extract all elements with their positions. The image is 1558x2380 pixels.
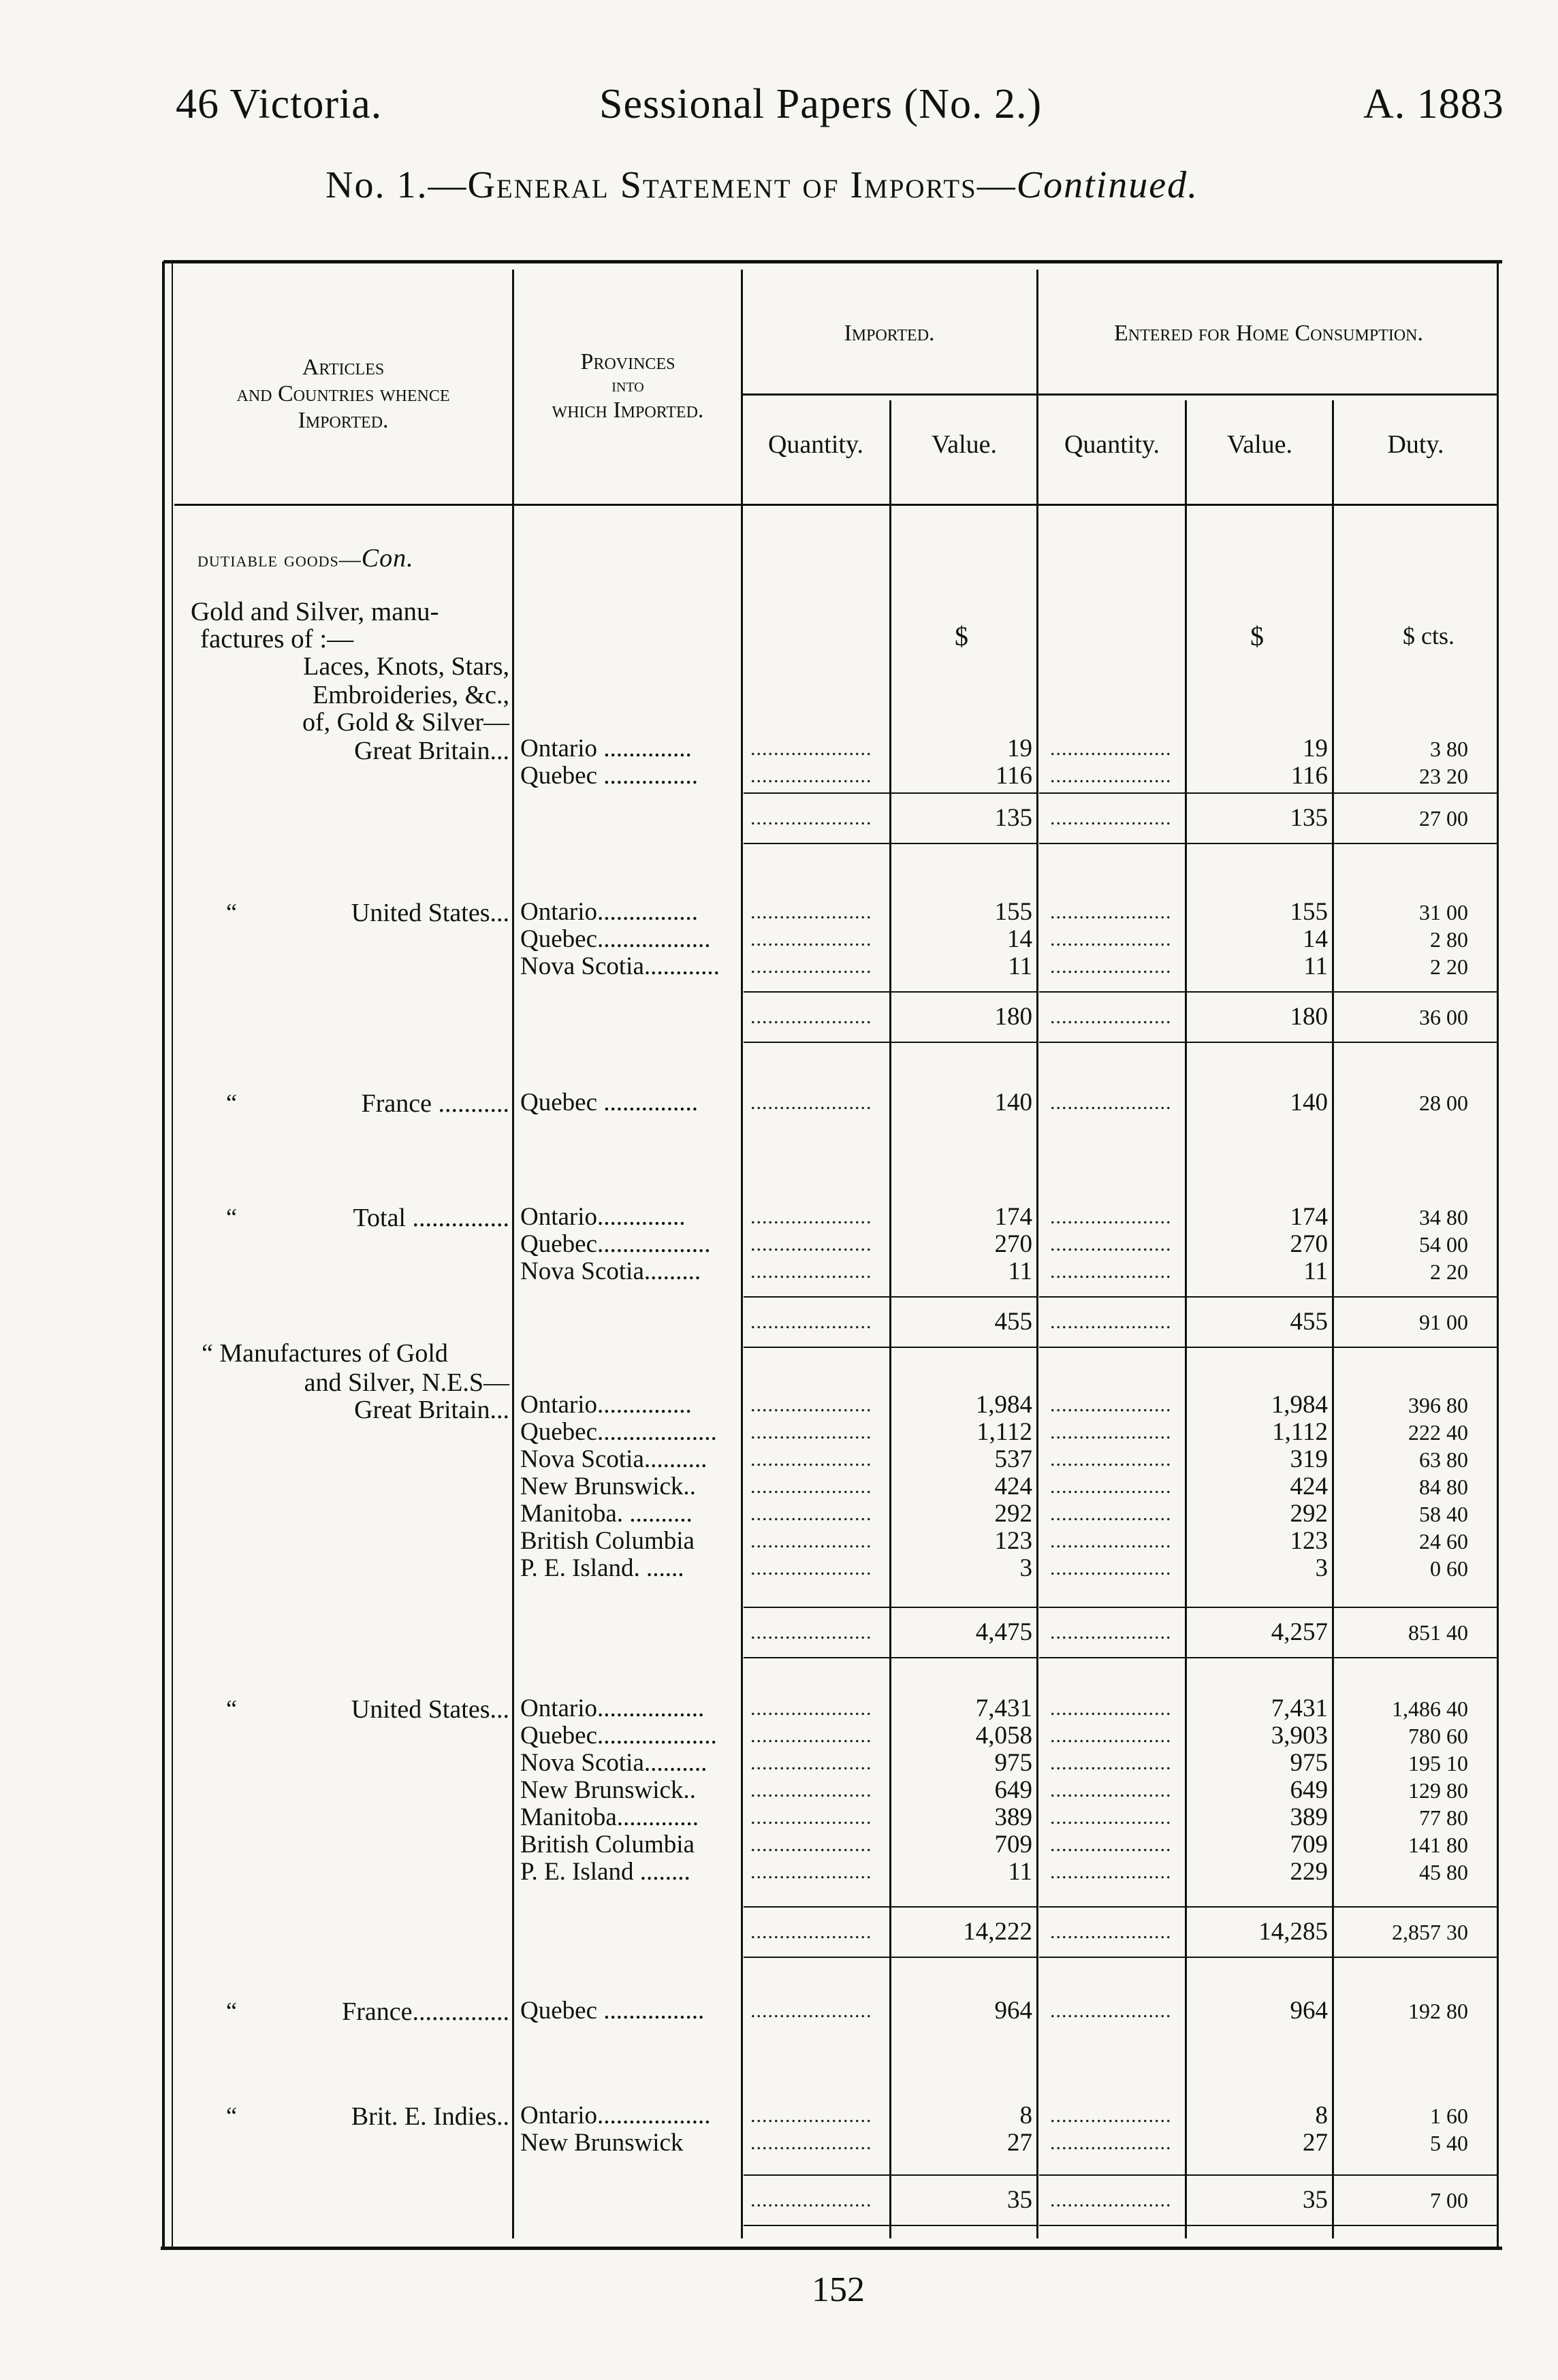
imported-dollar-unit: $ (955, 621, 968, 652)
province-list (520, 1204, 737, 1285)
province-name: Ontario................ (520, 899, 699, 926)
province-name: Ontario................. (520, 1695, 705, 1722)
imported-quantity-leader: ..................... (750, 1421, 872, 1443)
duty-value: 34 80 (1419, 1205, 1468, 1229)
imported-value: 1,112 (976, 1418, 1032, 1446)
running-head-left: 46 Victoria. (176, 81, 383, 127)
province-name: British Columbia (520, 1528, 695, 1555)
imported-value: 3 (1019, 1554, 1032, 1582)
duty-value: 141 80 (1408, 1833, 1468, 1857)
right-border (1497, 261, 1499, 2249)
row-label: Brit. E. Indies.. (351, 2102, 509, 2131)
entered-quantity-leader: ..................... (1050, 1920, 1172, 1943)
imported-value: 975 (994, 1749, 1032, 1777)
imported-quantity-leader: ..................... (750, 1724, 872, 1747)
entered-quantity-leader: ..................... (1050, 1806, 1172, 1829)
article-line: and Silver, N.E.S— (304, 1368, 509, 1397)
entered-quantity-leader: ..................... (1050, 1502, 1172, 1525)
entered-value: 116 (1290, 762, 1328, 790)
entered-quantity-leader: ..................... (1050, 2104, 1172, 2127)
entered-quantity-leader: ..................... (1050, 901, 1172, 923)
imported-total: 35 (1007, 2186, 1032, 2214)
imported-quantity-leader: ..................... (750, 1779, 872, 1801)
block-end-rule-imported (744, 843, 1036, 844)
province-list (520, 1695, 737, 1886)
province-name: British Columbia (520, 1831, 695, 1859)
subtotal-rule-imported (744, 991, 1036, 993)
imported-quantity-leader: ..................... (750, 1697, 872, 1720)
entered-value: 1,984 (1271, 1391, 1328, 1419)
section-label-italic: Con. (361, 544, 414, 573)
ditto-mark: “ (226, 1695, 237, 1722)
duty-value: 58 40 (1419, 1502, 1468, 1526)
articles-header-line: and Countries whence (236, 381, 450, 407)
duty-value: 396 80 (1408, 1393, 1468, 1417)
imported-total: 180 (994, 1003, 1032, 1031)
subtotal-rule-entered (1039, 2174, 1497, 2176)
imported-value: 174 (994, 1203, 1032, 1231)
entered-value: 11 (1303, 1257, 1328, 1285)
entered-value: 964 (1290, 1997, 1328, 2025)
ditto-mark: “ (226, 1204, 237, 1231)
entered-value: 1,112 (1272, 1418, 1328, 1446)
entered-total: 135 (1290, 804, 1328, 832)
duty-value: 195 10 (1408, 1751, 1468, 1775)
section-label (197, 545, 414, 573)
imported-value: 537 (994, 1445, 1032, 1473)
province-name: Ontario............... (520, 1392, 692, 1419)
entered-quantity-leader: ..................... (1050, 955, 1172, 978)
entered-quantity-leader: ..................... (1050, 1861, 1172, 1883)
subtotal-rule-imported (744, 792, 1036, 794)
imported-quantity-leader: ..................... (750, 1206, 872, 1228)
block-end-rule-imported (744, 1347, 1036, 1348)
imported-value: 140 (994, 1089, 1032, 1116)
entered-quantity-leader: ..................... (1050, 1006, 1172, 1028)
province-name: P. E. Island ........ (520, 1859, 690, 1886)
province-name: Quebec ............... (520, 1089, 698, 1116)
entered-value: 27 (1303, 2129, 1328, 2157)
provinces-header (515, 349, 741, 423)
province-name: Ontario.................. (520, 2102, 711, 2129)
col-divider-articles (512, 270, 514, 2238)
imported-total: 4,475 (975, 1618, 1032, 1646)
row-label: France ........... (361, 1089, 509, 1118)
articles-header-line: Imported. (298, 408, 389, 434)
article-line: of, Gold & Silver— (302, 708, 509, 737)
imported-quantity-leader: ..................... (750, 955, 872, 978)
entered-quantity-leader: ..................... (1050, 1091, 1172, 1114)
duty-total: 27 00 (1419, 806, 1468, 831)
duty-total: 851 40 (1408, 1620, 1468, 1645)
imported-value: 27 (1007, 2129, 1032, 2157)
duty-total: 91 00 (1419, 1310, 1468, 1334)
entered-value: 123 (1290, 1527, 1328, 1555)
entered-total: 455 (1290, 1308, 1328, 1336)
entered-value: 140 (1290, 1089, 1328, 1116)
duty-value: 45 80 (1419, 1860, 1468, 1884)
entered-quantity-leader: ..................... (1050, 737, 1172, 760)
subtotal-rule-entered (1039, 1607, 1497, 1608)
entered-value: 8 (1315, 2102, 1328, 2129)
entered-value: 270 (1290, 1230, 1328, 1258)
title-number: No. 1.— (325, 164, 468, 206)
entered-quantity-leader: ..................... (1050, 807, 1172, 829)
col-divider-ent-quantity (1185, 400, 1187, 2238)
duty-total: 2,857 30 (1392, 1920, 1468, 1944)
duty-value: 2 20 (1430, 1259, 1468, 1284)
provinces-header-line: Provinces (580, 349, 675, 374)
imported-quantity-leader: ..................... (750, 1475, 872, 1498)
imported-value: 270 (994, 1230, 1032, 1258)
entered-quantity-leader: ..................... (1050, 1448, 1172, 1470)
imported-value: 4,058 (975, 1722, 1032, 1750)
block-end-rule-imported (744, 1957, 1036, 1958)
duty-value: 222 40 (1408, 1420, 1468, 1445)
imported-value: 11 (1008, 1257, 1032, 1285)
duty-value: 780 60 (1408, 1724, 1468, 1748)
province-name: Ontario.............. (520, 1204, 686, 1231)
entered-quantity-leader: ..................... (1050, 1206, 1172, 1228)
left-border-outer (162, 261, 165, 2249)
subtotal-rule-entered (1039, 1906, 1497, 1908)
entered-value: 14 (1303, 925, 1328, 953)
article-line: Great Britain... (354, 737, 509, 765)
entered-value: 292 (1290, 1500, 1328, 1528)
entered-quantity-leader: ..................... (1050, 1621, 1172, 1643)
imported-quantity-leader: ..................... (750, 765, 872, 787)
entered-total: 4,257 (1271, 1618, 1328, 1646)
block-end-rule-entered (1039, 1042, 1497, 1043)
entered-quantity-leader: ..................... (1050, 1752, 1172, 1774)
entered-value: 7,431 (1271, 1694, 1328, 1722)
article-line: Gold and Silver, manu- (191, 597, 439, 626)
imported-quantity-leader: ..................... (750, 1006, 872, 1028)
province-list (520, 735, 737, 790)
imported-total: 14,222 (963, 1918, 1032, 1946)
province-name: Manitoba............. (520, 1804, 699, 1831)
entered-value: 319 (1290, 1445, 1328, 1473)
imported-value: 649 (994, 1776, 1032, 1804)
imported-quantity-leader: ..................... (750, 1530, 872, 1552)
section-label-text: dutiable goods— (197, 547, 362, 571)
table-top-rule (163, 260, 1502, 263)
running-head-center: Sessional Papers (No. 2.) (599, 81, 1043, 127)
entered-value: 155 (1290, 898, 1328, 926)
imported-quantity-leader: ..................... (750, 928, 872, 950)
imported-value: 1,984 (975, 1391, 1032, 1419)
province-list (520, 2102, 737, 2157)
entered-quantity-leader: ..................... (1050, 2189, 1172, 2211)
province-list (520, 1089, 737, 1116)
imported-value: 19 (1007, 735, 1032, 762)
imported-quantity-leader: ..................... (750, 737, 872, 760)
province-name: New Brunswick.. (520, 1473, 696, 1500)
block-end-rule-entered (1039, 1347, 1497, 1348)
imported-quantity-leader: ..................... (750, 1394, 872, 1416)
entered-value: 3,903 (1271, 1722, 1328, 1750)
row-label: United States... (351, 1695, 509, 1724)
duty-value: 77 80 (1419, 1805, 1468, 1830)
province-name: New Brunswick (520, 2129, 684, 2157)
duty-value: 1 60 (1430, 2104, 1468, 2128)
imported-value: 11 (1008, 952, 1032, 980)
entered-quantity-leader: ..................... (1050, 1260, 1172, 1283)
subtotal-rule-imported (744, 1607, 1036, 1608)
imported-value: 155 (994, 898, 1032, 926)
table-bottom-rule (161, 2247, 1502, 2250)
header-bottom-rule (174, 504, 1498, 506)
page-number: 152 (812, 2270, 865, 2309)
province-list (520, 899, 737, 980)
imported-value: 292 (994, 1500, 1032, 1528)
duty-value: 31 00 (1419, 900, 1468, 924)
duty-value: 129 80 (1408, 1778, 1468, 1803)
imported-value: 389 (994, 1803, 1032, 1831)
provinces-header-line: into (611, 375, 644, 397)
entered-quantity-leader: ..................... (1050, 928, 1172, 950)
entered-value-header: Value. (1226, 430, 1293, 459)
block-end-rule-imported (744, 1042, 1036, 1043)
imported-quantity-leader: ..................... (750, 1502, 872, 1525)
subtotal-rule-entered (1039, 792, 1497, 794)
entered-quantity-leader: ..................... (1050, 1557, 1172, 1579)
entered-quantity-leader: ..................... (1050, 1697, 1172, 1720)
entered-value: 3 (1315, 1554, 1328, 1582)
col-divider-imp-quantity (889, 400, 891, 2238)
province-list (520, 1392, 737, 1582)
article-line: “ Manufactures of Gold (202, 1339, 448, 1368)
imported-quantity-leader: ..................... (750, 1621, 872, 1643)
block-end-rule-entered (1039, 1957, 1497, 1958)
imported-value: 116 (995, 762, 1032, 790)
col-divider-imported (1036, 270, 1038, 2238)
entered-quantity-leader: ..................... (1050, 1310, 1172, 1333)
imported-value: 11 (1008, 1858, 1032, 1886)
province-name: Quebec................... (520, 1722, 717, 1750)
imported-quantity-leader: ..................... (750, 901, 872, 923)
provinces-header-line: which Imported. (552, 398, 704, 423)
entered-value: 19 (1303, 735, 1328, 762)
col-divider-ent-value (1332, 400, 1334, 2238)
row-label: United States... (351, 899, 509, 927)
duty-value: 24 60 (1419, 1529, 1468, 1554)
left-border-inner (172, 261, 173, 2249)
imported-value: 8 (1019, 2102, 1032, 2129)
entered-quantity-leader: ..................... (1050, 1421, 1172, 1443)
duty-header: Duty. (1387, 430, 1444, 459)
entered-quantity-leader: ..................... (1050, 1779, 1172, 1801)
imported-value: 14 (1007, 925, 1032, 953)
entered-quantity-leader: ..................... (1050, 1724, 1172, 1747)
duty-value: 63 80 (1419, 1447, 1468, 1472)
article-line: Embroideries, &c., (312, 681, 509, 709)
subtotal-rule-entered (1039, 1296, 1497, 1298)
duty-total: 36 00 (1419, 1005, 1468, 1029)
imported-quantity-leader: ..................... (750, 1999, 872, 2022)
subtotal-rule-entered (1039, 991, 1497, 993)
duty-value: 0 60 (1430, 1556, 1468, 1581)
province-name: Nova Scotia............ (520, 953, 720, 980)
entered-quantity-leader: ..................... (1050, 1530, 1172, 1552)
running-head-right: A. 1883 (1363, 81, 1504, 127)
entered-quantity-leader: ..................... (1050, 1475, 1172, 1498)
entered-value: 649 (1290, 1776, 1328, 1804)
imported-quantity-leader: ..................... (750, 2104, 872, 2127)
entered-value: 11 (1303, 952, 1328, 980)
block-end-rule-imported (744, 2225, 1036, 2226)
articles-header-line: Articles (302, 355, 385, 380)
imported-value-header: Value. (931, 430, 998, 459)
block-end-rule-entered (1039, 843, 1497, 844)
province-name: Quebec................... (520, 1419, 717, 1446)
province-name: Nova Scotia.......... (520, 1446, 708, 1473)
imported-value: 7,431 (975, 1694, 1032, 1722)
imported-quantity-leader: ..................... (750, 1557, 872, 1579)
imported-quantity-leader: ..................... (750, 1806, 872, 1829)
province-name: Quebec.................. (520, 926, 711, 953)
block-end-rule-imported (744, 1657, 1036, 1658)
entered-quantity-leader: ..................... (1050, 1394, 1172, 1416)
entered-value: 424 (1290, 1473, 1328, 1500)
ditto-mark: “ (226, 1997, 237, 2025)
duty-value: 84 80 (1419, 1475, 1468, 1499)
article-line: Laces, Knots, Stars, (303, 652, 509, 681)
duty-value: 23 20 (1419, 764, 1468, 788)
imported-quantity-leader: ..................... (750, 1310, 872, 1333)
province-name: Ontario .............. (520, 735, 692, 762)
imported-quantity-header: Quantity. (767, 430, 863, 459)
duty-value: 3 80 (1430, 737, 1468, 761)
entered-quantity-leader: ..................... (1050, 2132, 1172, 2154)
title-continued: Continued. (1016, 164, 1199, 206)
entered-dollar-unit: $ (1250, 621, 1264, 652)
duty-value: 54 00 (1419, 1232, 1468, 1257)
subtotal-rule-imported (744, 1296, 1036, 1298)
block-end-rule-entered (1039, 1657, 1497, 1658)
subtotal-rule-imported (744, 1906, 1036, 1908)
imported-group-rule (741, 393, 1498, 396)
imported-quantity-leader: ..................... (750, 1260, 872, 1283)
province-name: Quebec.................. (520, 1231, 711, 1258)
imported-quantity-leader: ..................... (750, 2132, 872, 2154)
entered-quantity-header: Quantity. (1064, 430, 1160, 459)
ditto-mark: “ (226, 1089, 237, 1116)
imported-value: 123 (994, 1527, 1032, 1555)
entered-value: 389 (1290, 1803, 1328, 1831)
entered-header: Entered for Home Consumption. (1113, 321, 1424, 346)
imported-header: Imported. (844, 321, 935, 346)
imported-total: 135 (994, 804, 1032, 832)
province-name: P. E. Island. ...... (520, 1555, 684, 1582)
col-divider-provinces (741, 270, 743, 2238)
imported-quantity-leader: ..................... (750, 1233, 872, 1255)
entered-quantity-leader: ..................... (1050, 1999, 1172, 2022)
duty-value: 2 80 (1430, 927, 1468, 952)
ditto-mark: “ (226, 2102, 237, 2129)
imported-quantity-leader: ..................... (750, 1920, 872, 1943)
imported-quantity-leader: ..................... (750, 1752, 872, 1774)
imported-quantity-leader: ..................... (750, 1833, 872, 1856)
duty-value: 5 40 (1430, 2131, 1468, 2155)
entered-quantity-leader: ..................... (1050, 765, 1172, 787)
block-end-rule-entered (1039, 2225, 1497, 2226)
entered-value: 174 (1290, 1203, 1328, 1231)
entered-total: 35 (1303, 2186, 1328, 2214)
row-label: Total ............... (353, 1204, 509, 1232)
ditto-mark: “ (226, 899, 237, 926)
article-line: Great Britain... (354, 1396, 509, 1424)
subtotal-rule-imported (744, 2174, 1036, 2176)
imported-value: 709 (994, 1831, 1032, 1859)
imported-quantity-leader: ..................... (750, 1448, 872, 1470)
duty-value: 2 20 (1430, 954, 1468, 979)
title-main: General Statement of Imports— (467, 164, 1017, 206)
duty-total: 7 00 (1430, 2188, 1468, 2213)
province-name: Nova Scotia......... (520, 1258, 701, 1285)
statement-title (325, 163, 1198, 207)
imported-quantity-leader: ..................... (750, 1091, 872, 1114)
entered-quantity-leader: ..................... (1050, 1233, 1172, 1255)
duty-unit: $ cts. (1403, 622, 1454, 649)
duty-value: 28 00 (1419, 1091, 1468, 1115)
province-name: Manitoba. .......... (520, 1500, 693, 1528)
imported-quantity-leader: ..................... (750, 2189, 872, 2211)
imported-total: 455 (994, 1308, 1032, 1336)
row-label: France............... (342, 1997, 509, 2026)
entered-value: 709 (1290, 1831, 1328, 1859)
entered-value: 975 (1290, 1749, 1328, 1777)
imported-quantity-leader: ..................... (750, 1861, 872, 1883)
imported-value: 964 (994, 1997, 1032, 2025)
province-list (520, 1997, 737, 2025)
province-name: Quebec ................ (520, 1997, 705, 2025)
province-name: New Brunswick.. (520, 1777, 696, 1804)
articles-header (174, 354, 512, 434)
province-name: Nova Scotia.......... (520, 1750, 708, 1777)
duty-value: 192 80 (1408, 1999, 1468, 2023)
entered-total: 14,285 (1258, 1918, 1328, 1946)
article-line: factures of :— (200, 624, 354, 654)
entered-total: 180 (1290, 1003, 1328, 1031)
imported-quantity-leader: ..................... (750, 807, 872, 829)
duty-value: 1,486 40 (1392, 1696, 1468, 1721)
entered-quantity-leader: ..................... (1050, 1833, 1172, 1856)
province-name: Quebec ............... (520, 762, 698, 790)
entered-value: 229 (1290, 1858, 1328, 1886)
imported-value: 424 (994, 1473, 1032, 1500)
